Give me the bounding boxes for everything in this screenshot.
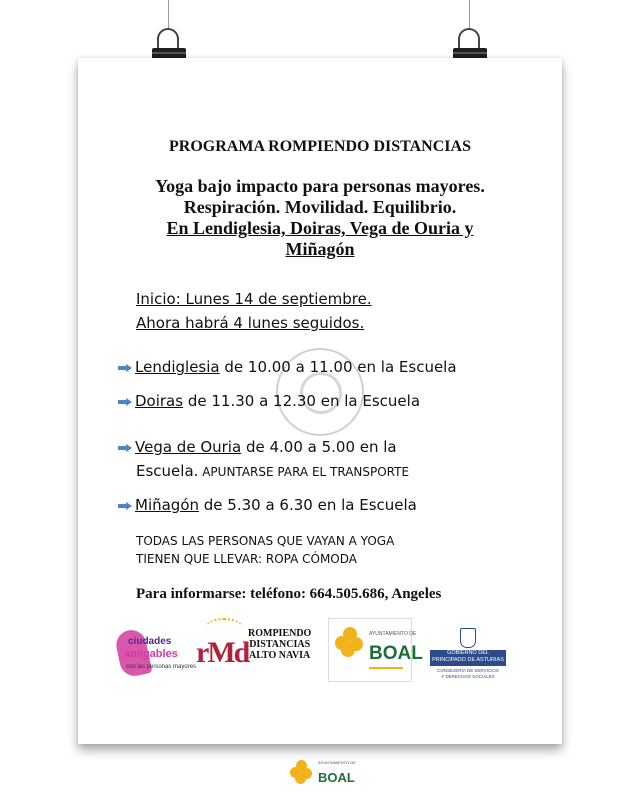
schedule-place: Miñagón xyxy=(135,496,200,514)
boal-logo: AYUNTAMIENTO DE BOAL xyxy=(328,618,412,682)
subtitle-line-4: Miñagón xyxy=(285,239,355,259)
rmd-logo: rMd xyxy=(196,618,252,678)
rompiendo-distancias-label: ROMPIENDO DISTANCIAS ALTO NAVIA xyxy=(248,628,312,661)
schedule-item-lendiglesia xyxy=(118,358,457,376)
schedule-place: Lendiglesia xyxy=(135,358,220,376)
contact-info: Para informarse: teléfono: 664.505.686, Angeles xyxy=(136,586,442,602)
footer-boal-logo: AYUNTAMIENTO DE BOAL xyxy=(290,756,354,792)
schedule-item-doiras xyxy=(118,392,420,410)
schedule-place: Doiras xyxy=(135,392,184,410)
schedule-item-vega-de-ouria-cont xyxy=(136,462,409,480)
schedule-time-cont: Escuela. xyxy=(136,462,199,480)
gobierno-asturias-logo: GOBIERNO DEL PRINCIPADO DE ASTURIAS CONSEJERÍA DE SERVICIOS Y DERECHOS SOCIALES xyxy=(430,628,510,684)
arrow-icon xyxy=(118,502,133,510)
schedule-item-vega-de-ouria xyxy=(118,438,397,456)
poster-title: PROGRAMA ROMPIENDO DISTANCIAS xyxy=(169,138,471,155)
arrow-icon xyxy=(118,364,133,372)
ciudades-amigables-logo: ciudades amigables con las personas mayores xyxy=(118,626,196,682)
schedule-time: de 5.30 a 6.30 en la Escuela xyxy=(199,496,417,514)
crest-icon xyxy=(460,628,476,648)
arrow-icon xyxy=(118,444,133,452)
schedule-item-minagon xyxy=(118,496,417,514)
poster-subtitle xyxy=(78,176,562,260)
weeks-line: Ahora habrá 4 lunes seguidos. xyxy=(136,314,365,332)
schedule-time: de 11.30 a 12.30 en la Escuela xyxy=(183,392,421,410)
hanging-wire-left xyxy=(168,0,169,30)
flower-icon xyxy=(335,627,365,657)
sponsor-logos xyxy=(78,618,562,698)
flower-icon xyxy=(290,760,314,784)
subtitle-line-1: Yoga bajo impacto para personas mayores. xyxy=(155,176,485,196)
schedule-time: de 10.00 a 11.00 en la Escuela xyxy=(219,358,457,376)
hanging-wire-right xyxy=(469,0,470,30)
poster xyxy=(78,58,562,744)
subtitle-line-3: En Lendiglesia, Doiras, Vega de Ouria y xyxy=(166,218,474,238)
transport-note: APUNTARSE PARA EL TRANSPORTE xyxy=(198,465,410,479)
requirement-line-1: TODAS LAS PERSONAS QUE VAYAN A YOGA xyxy=(136,534,395,548)
requirement-line-2: TIENEN QUE LLEVAR: ROPA CÓMODA xyxy=(136,552,357,566)
subtitle-line-2: Respiración. Movilidad. Equilibrio. xyxy=(183,197,457,217)
arrow-icon xyxy=(118,398,133,406)
schedule-time: de 4.00 a 5.00 en la xyxy=(241,438,397,456)
schedule-place: Vega de Ouria xyxy=(135,438,242,456)
start-date-line: Inicio: Lunes 14 de septiembre. xyxy=(136,290,372,308)
